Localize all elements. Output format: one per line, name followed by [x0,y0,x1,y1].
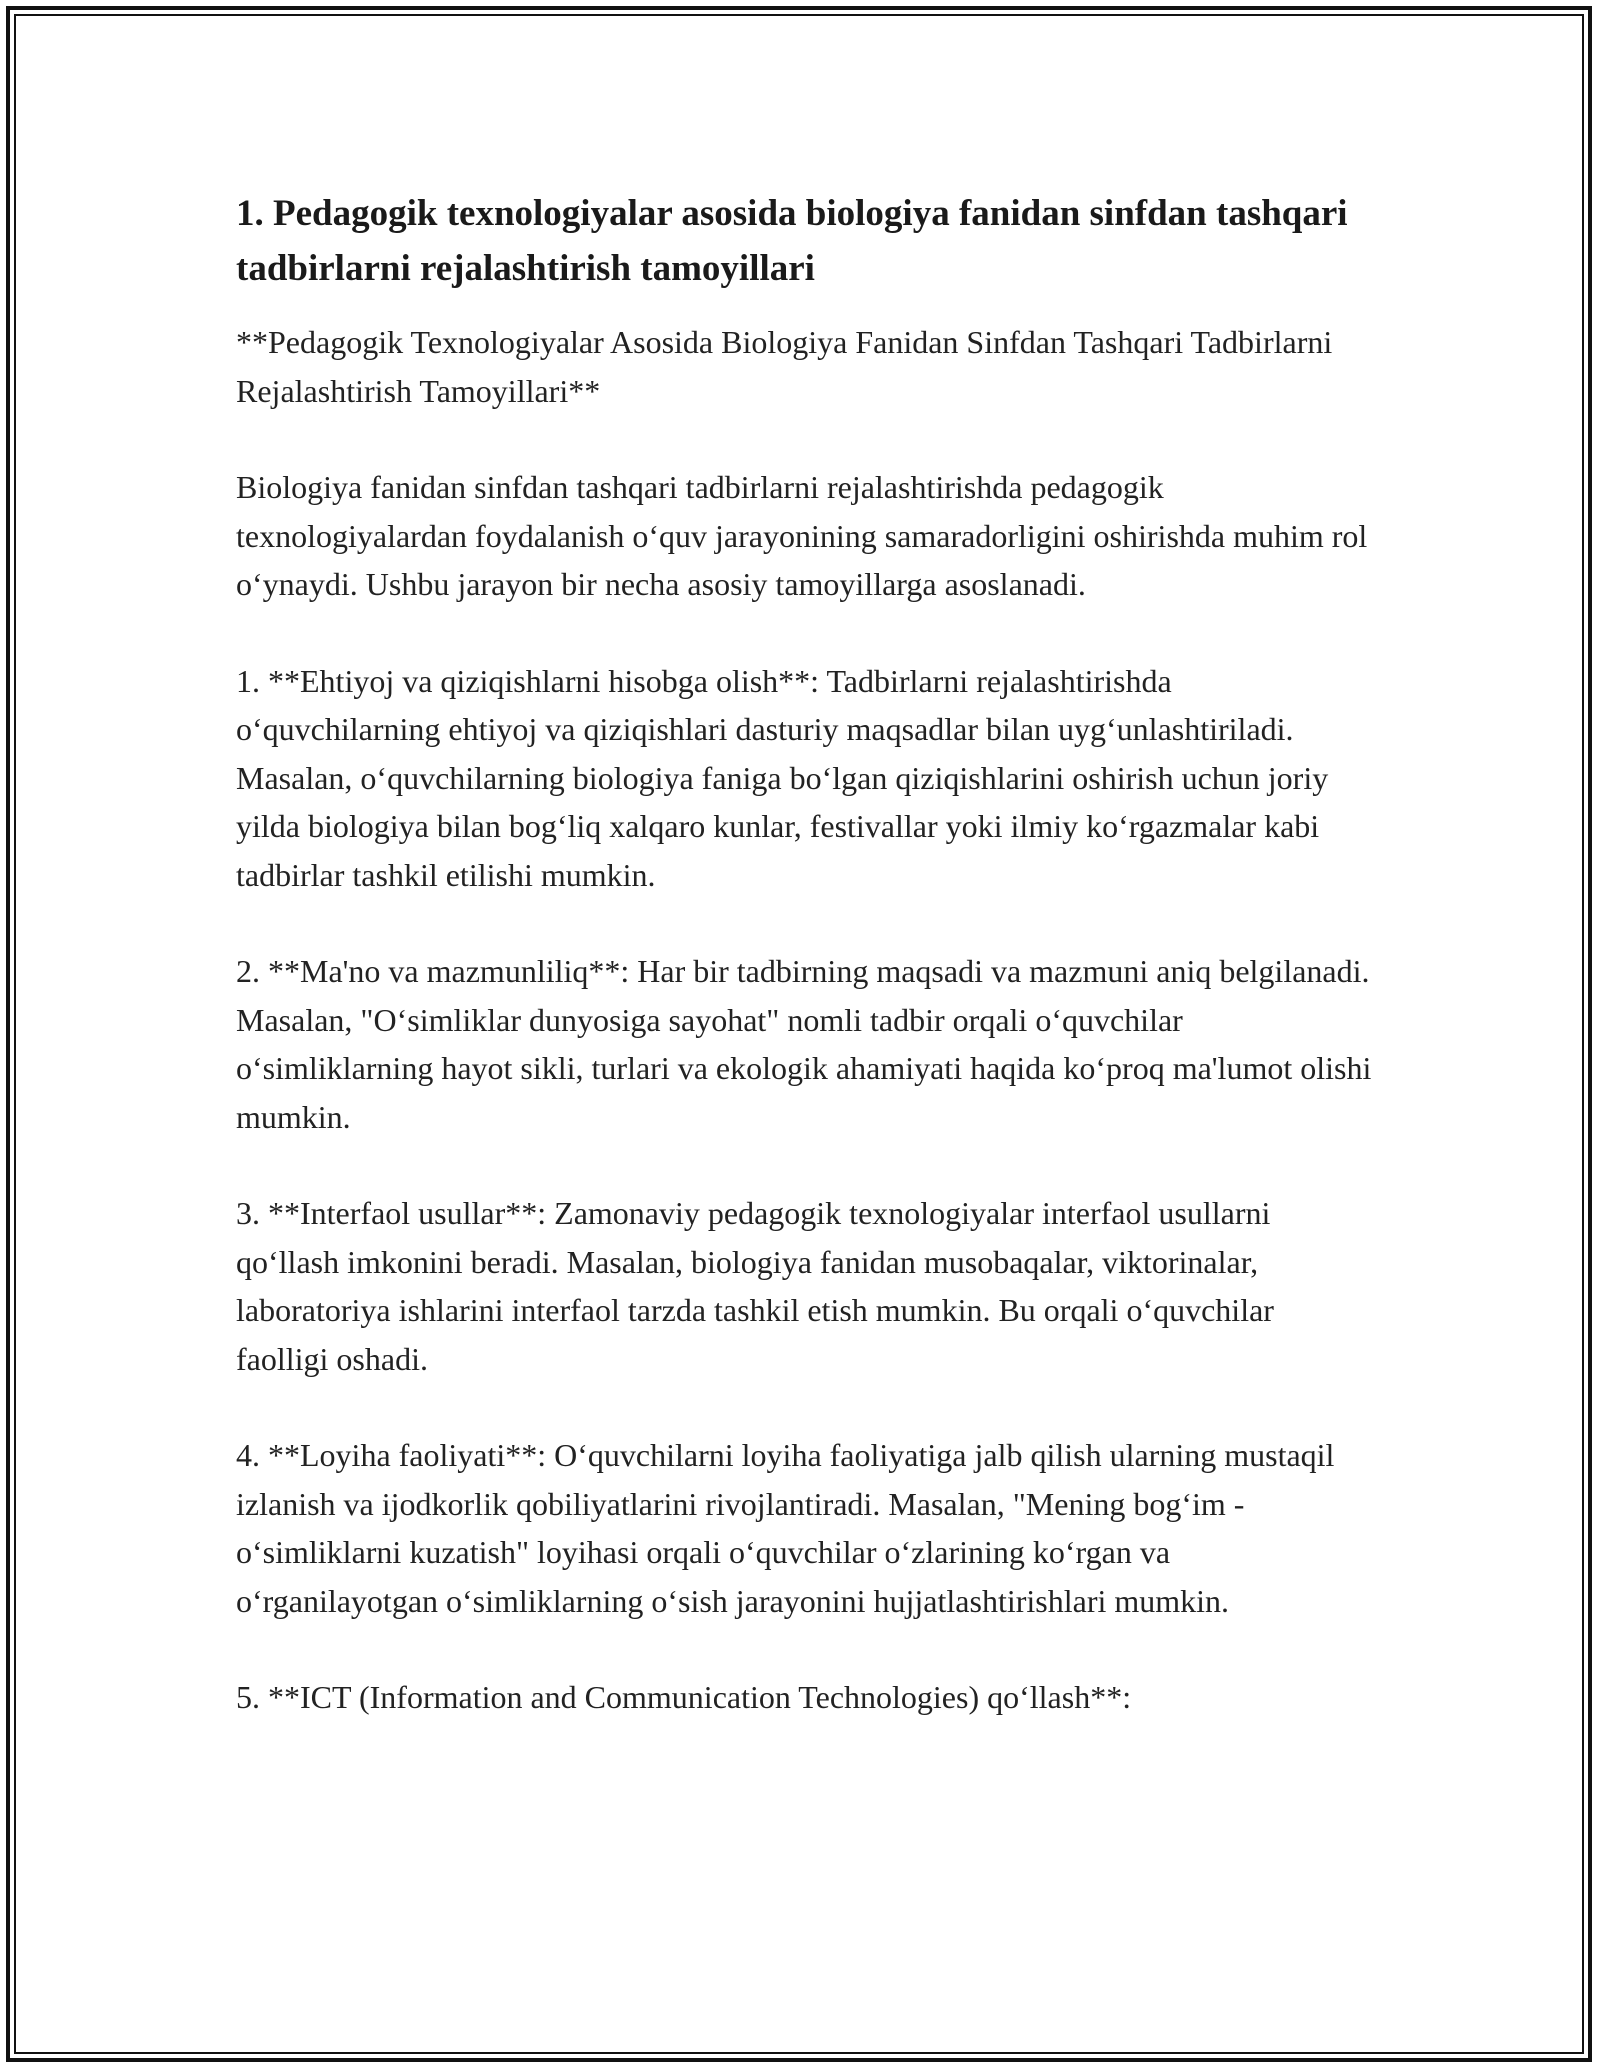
intro-paragraph: Biologiya fanidan sinfdan tashqari tadbirlarni rejalashtirishda pedagogik texnologiyalardan foydalanish o‘quv jarayonining samaradorligini oshirishda muhim rol o‘ynaydi. Ushbu jarayon bir necha asosiy tamoyillarga asoslanadi. [236,469,1368,602]
principle-4-paragraph: 4. **Loyiha faoliyati**: O‘quvchilarni loyiha faoliyatiga jalb qilish ularning mustaqil izlanish va ijodkorlik qobiliyatlarini rivojlantiradi. Masalan, "Mening bog‘im - o‘simliklarni kuzatish" loyihasi orqali o‘quvchilar o‘zlarining ko‘rgan va o‘rganilayotgan o‘simliklarning o‘sish jarayonini hujjatlashtirishlari mumkin. [236,1437,1335,1619]
document-heading: 1. Pedagogik texnologiyalar asosida biologiya fanidan sinfdan tashqari tadbirlarni rejalashtirish tamoyillari [236,193,1348,289]
document-body [236,186,1372,1722]
principle-3-paragraph: 3. **Interfaol usullar**: Zamonaviy pedagogik texnologiyalar interfaol usullarni qo‘llash imkonini beradi. Masalan, biologiya fanidan musobaqalar, viktorinalar, laboratoriya ishlarini interfaol tarzda tashkil etish mumkin. Bu orqali o‘quvchilar faolligi oshadi. [236,1195,1274,1377]
subtitle-paragraph: **Pedagogik Texnologiyalar Asosida Biologiya Fanidan Sinfdan Tashqari Tadbirlarni Rejalashtirish Tamoyillari** [236,324,1333,409]
principle-5-paragraph: 5. **ICT (Information and Communication Technologies) qo‘llash**: [236,1679,1132,1715]
principle-2-paragraph: 2. **Ma'no va mazmunliliq**: Har bir tadbirning maqsadi va mazmuni aniq belgilanadi. Masalan, "O‘simliklar dunyosiga sayohat" nomli tadbir orqali o‘quvchilar o‘simliklarning hayot sikli, turlari va ekologik ahamiyati haqida ko‘proq ma'lumot olishi mumkin. [236,953,1372,1135]
principle-1-paragraph: 1. **Ehtiyoj va qiziqishlarni hisobga olish**: Tadbirlarni rejalashtirishda o‘quvchilarning ehtiyoj va qiziqishlari dasturiy maqsadlar bilan uyg‘unlashtiriladi. Masalan, o‘quvchilarning biologiya faniga bo‘lgan qiziqishlarini oshirish uchun joriy yilda biologiya bilan bog‘liq xalqaro kunlar, festivallar yoki ilmiy ko‘rgazmalar kabi tadbirlar tashkil etilishi mumkin. [236,662,1329,893]
